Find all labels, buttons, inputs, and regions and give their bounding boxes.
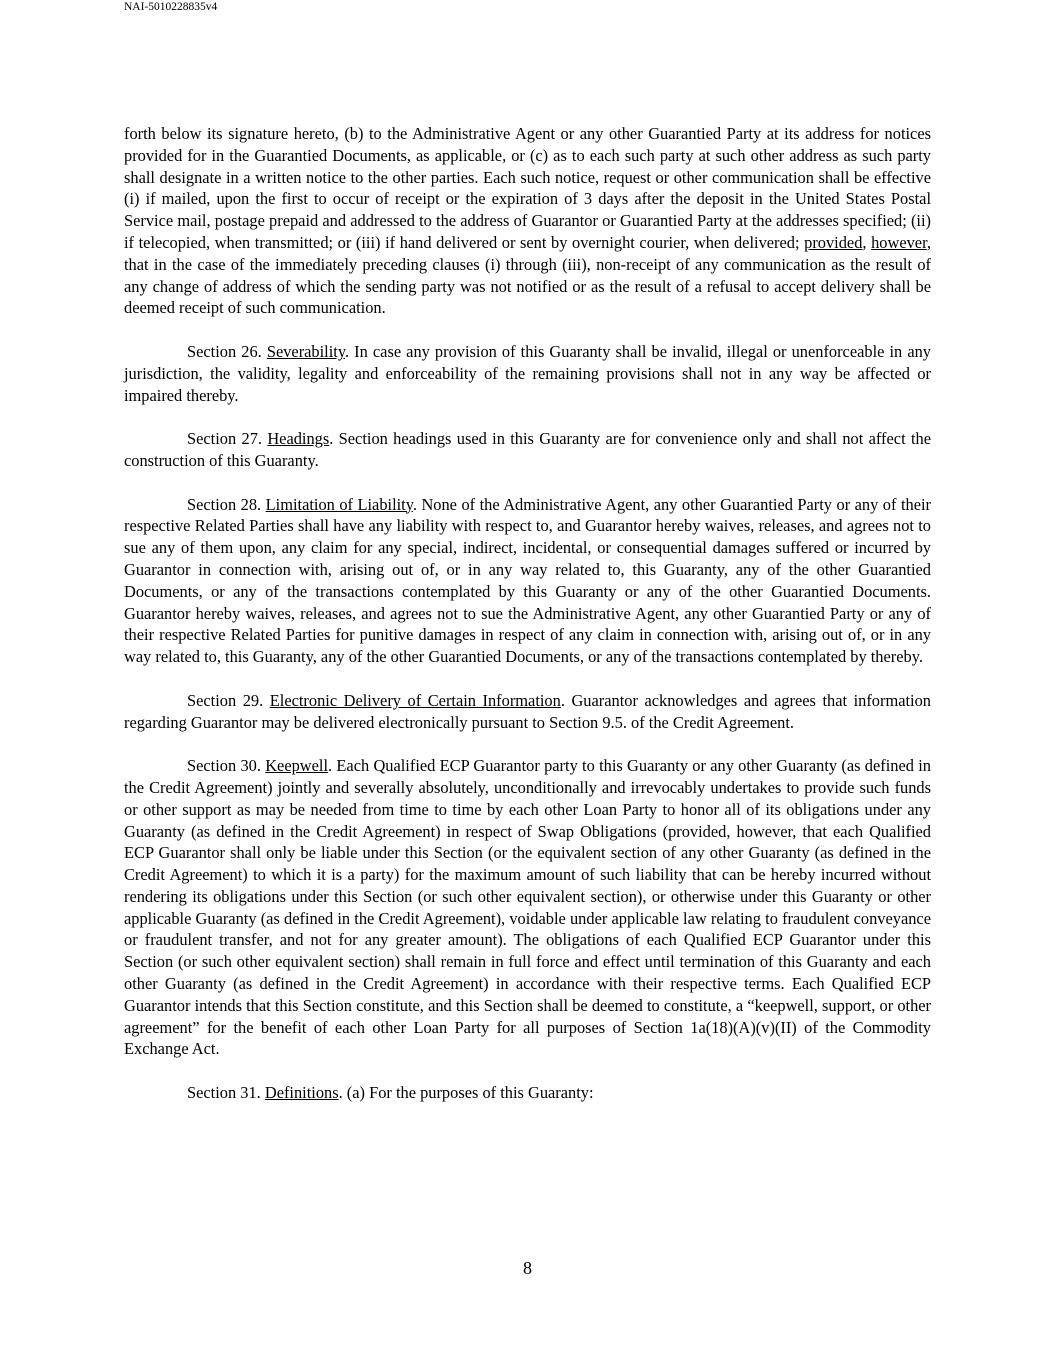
section-30-paragraph <box>124 755 931 1060</box>
section-28-body: . None of the Administrative Agent, any other Guarantied Party or any of their respective Related Parties shall have any liability with respect to, and Guarantor hereby waives, releases, and agrees not to sue any of them upon, any claim for any special, indirect, incidental, or consequential damages suffered or incurred by Guarantor in connection with, arising out of, or in any way related to, this Guaranty, any of the other Guarantied Documents, or any of the transactions contemplated by this Guaranty or any of the other Guarantied Documents. Guarantor hereby waives, releases, and agrees not to sue the Administrative Agent, any other Guarantied Party or any of their respective Related Parties for punitive damages in respect of any claim in connection with, arising out of, or in any way related to, this Guaranty, any of the other Guarantied Documents, or any of the transactions contemplated by thereby. <box>124 494 931 667</box>
section-29-number: Section 29. <box>187 690 270 710</box>
notices-text-a: forth below its signature hereto, (b) to the Administrative Agent or any other Guarantied Party at its address for notices provided for in the Guarantied Documents, as applicable, or (c) as to each such party at such other address as such party shall designate in a written notice to the other parties. Each such notice, request or other communication shall be effective (i) if mailed, upon the first to occur of receipt or the expiration of 3 days after the deposit in the United States Postal Service mail, postage prepaid and addressed to the address of Guarantor or Guarantied Party at the addresses specified; (ii) if telecopied, when transmitted; or (iii) if hand delivered or sent by overnight courier, when delivered; <box>124 124 931 252</box>
section-30-number: Section 30. <box>187 756 266 776</box>
section-26-body: . In case any provision of this Guaranty shall be invalid, illegal or unenforceable in any jurisdiction, the validity, legality and enforceability of the remaining provisions shall not in any way be affected or impaired thereby. <box>124 341 931 405</box>
section-27-body: . Section headings used in this Guaranty are for convenience only and shall not affect the construction of this Guaranty. <box>124 429 931 470</box>
however-term: however <box>871 232 927 252</box>
section-26-number: Section 26. <box>187 341 267 361</box>
provided-term: provided <box>804 232 863 252</box>
page-number: 8 <box>523 1258 532 1278</box>
section-30-body: . Each Qualified ECP Guarantor party to this Guaranty or any other Guaranty (as defined in the Credit Agreement) jointly and severally absolutely, unconditionally and irrevocably undertakes to provide such funds or other support as may be needed from time to time by each other Loan Party to honor all of its obligations under any Guaranty (as defined in the Credit Agreement) in respect of Swap Obligations (provided, however, that each Qualified ECP Guarantor shall only be liable under this Section (or the equivalent section of any other Guaranty (as defined in the Credit Agreement) to which it is a party) for the maximum amount of such liability that can be hereby incurred without rendering its obligations under this Section (or such other equivalent section), or otherwise under this Guaranty or other applicable Guaranty (as defined in the Credit Agreement), voidable under applicable law relating to fraudulent conveyance or fraudulent transfer, and not for any greater amount). The obligations of each Qualified ECP Guarantor under this Section (or such other equivalent section) shall remain in full force and effect until termination of this Guaranty and each other Guaranty (as defined in the Credit Agreement) in accordance with their respective terms. Each Qualified ECP Guarantor intends that this Section constitute, and this Section shall be deemed to constitute, a “keepwell, support, or other agreement” for the benefit of each other Loan Party for all purposes of Section 1a(18)(A)(v)(II) of the Commodity Exchange Act. <box>124 756 931 1059</box>
section-28-title: Limitation of Liability <box>265 494 413 514</box>
section-28-number: Section 28. <box>187 494 266 514</box>
section-31-title: Definitions <box>264 1083 339 1103</box>
section-27-number: Section 27. <box>187 429 268 449</box>
section-28-paragraph <box>124 494 931 668</box>
section-27-title: Headings <box>267 429 330 449</box>
notices-text-b: , <box>862 232 872 252</box>
section-31-body: . (a) For the purposes of this Guaranty: <box>338 1083 594 1103</box>
section-29-body: . Guarantor acknowledges and agrees that information regarding Guarantor may be delivered electronically pursuant to Section 9.5. of the Credit Agreement. <box>124 690 931 732</box>
document-body <box>124 123 931 1126</box>
section-29-paragraph <box>124 690 931 734</box>
section-31-paragraph <box>124 1082 931 1104</box>
section-26-paragraph <box>124 341 931 406</box>
section-26-title: Severability <box>266 341 345 361</box>
section-27-paragraph <box>124 428 931 472</box>
section-29-title: Electronic Delivery of Certain Information <box>269 690 561 710</box>
paragraph-notices-continued <box>124 123 931 319</box>
document-id: NAI-5010228835v4 <box>124 1 218 13</box>
section-31-number: Section 31. <box>187 1083 265 1103</box>
section-30-title: Keepwell <box>265 756 329 776</box>
notices-text-c: , that in the case of the immediately preceding clauses (i) through (iii), non-receipt of any communication as the result of any change of address of which the sending party was not notified or as the result of a refusal to accept delivery shall be deemed receipt of such communication. <box>124 232 931 318</box>
